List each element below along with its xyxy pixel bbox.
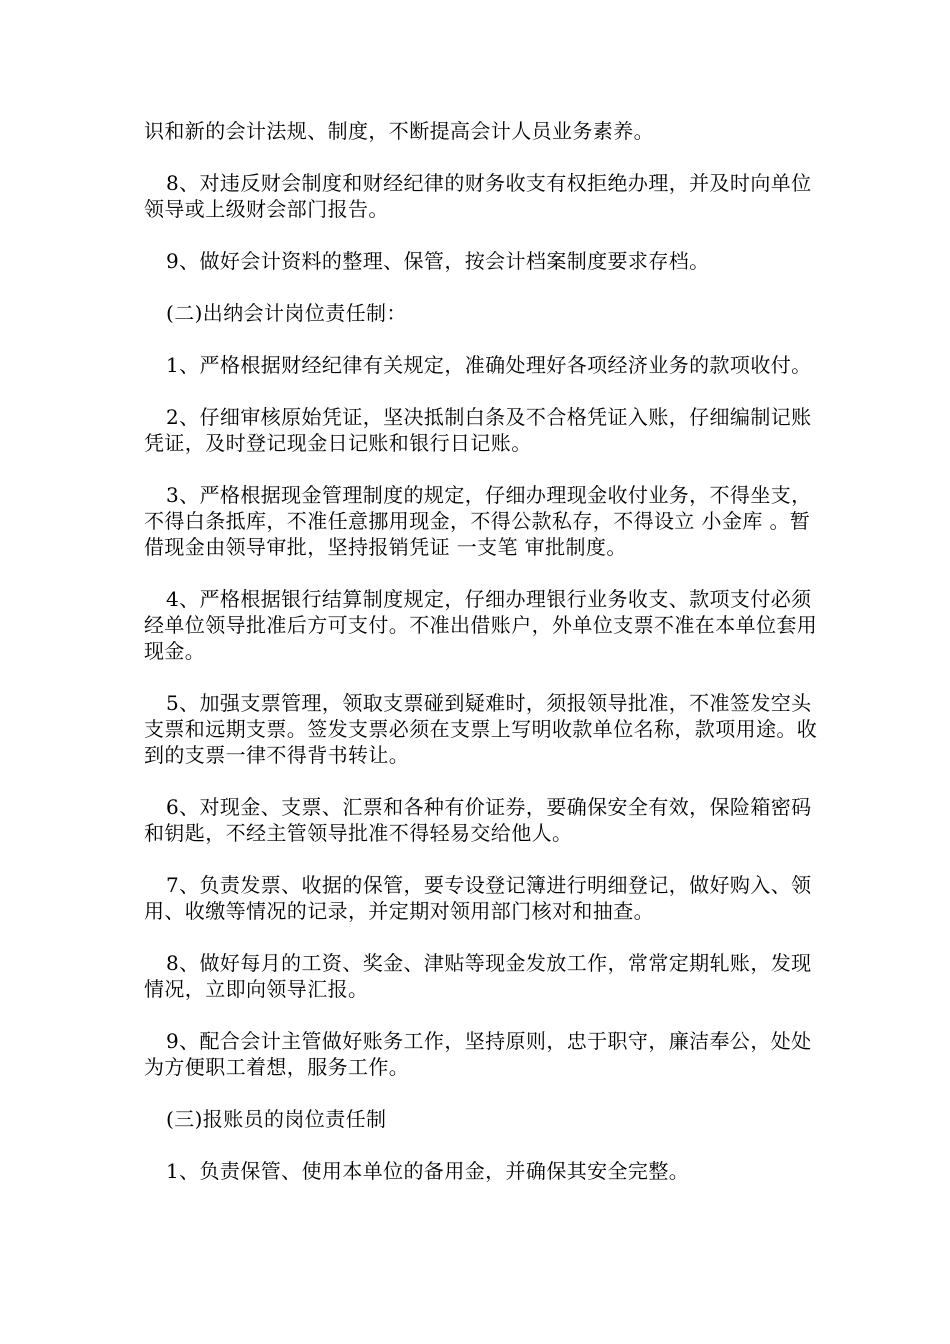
section-heading-reimbursement: (三)报账员的岗位责任制 — [166, 1107, 387, 1131]
section-heading-cashier: (二)出纳会计岗位责任制： — [166, 301, 407, 325]
paragraph-item-1-cashier: 1、严格根据财经纪律有关规定，准确处理好各项经济业务的款项收付。 — [166, 353, 812, 377]
paragraph-item-4-cashier: 4、严格根据银行结算制度规定，仔细办理银行业务收支、款项支付必须经单位领导批准后方可支付。不准出借账户，外单位支票不准在本单位套用现金。 — [144, 587, 818, 663]
paragraph-item-2-cashier: 2、仔细审核原始凭证，坚决抵制白条及不合格凭证入账，仔细编制记账凭证，及时登记现金日记账和银行日记账。 — [144, 405, 812, 455]
paragraph-item-9-cashier: 9、配合会计主管做好账务工作，坚持原则，忠于职守，廉洁奉公，处处为方便职工着想，服务工作。 — [144, 1029, 812, 1079]
paragraph-item-8-accounting: 8、对违反财会制度和财经纪律的财务收支有权拒绝办理，并及时向单位领导或上级财会部门报告。 — [144, 171, 812, 221]
paragraph-continuation: 识和新的会计法规、制度，不断提高会计人员业务素养。 — [144, 119, 654, 143]
paragraph-item-7-cashier: 7、负责发票、收据的保管，要专设登记簿进行明细登记，做好购入、领用、收缴等情况的记录，并定期对领用部门核对和抽查。 — [144, 873, 812, 923]
paragraph-item-1-reimbursement: 1、负责保管、使用本单位的备用金，并确保其安全完整。 — [166, 1159, 690, 1183]
paragraph-item-8-cashier: 8、做好每月的工资、奖金、津贴等现金发放工作，常常定期轧账，发现情况，立即向领导汇报。 — [144, 951, 812, 1001]
document-body — [144, 118, 824, 1210]
paragraph-item-9-accounting: 9、做好会计资料的整理、保管，按会计档案制度要求存档。 — [166, 249, 710, 273]
paragraph-item-6-cashier: 6、对现金、支票、汇票和各种有价证券，要确保安全有效，保险箱密码和钥匙，不经主管领导批准不得轻易交给他人。 — [144, 795, 812, 845]
paragraph-item-5-cashier: 5、加强支票管理，领取支票碰到疑难时，须报领导批准，不准签发空头支票和远期支票。签发支票必须在支票上写明收款单位名称，款项用途。收到的支票一律不得背书转让。 — [144, 691, 818, 767]
paragraph-item-3-cashier: 3、严格根据现金管理制度的规定，仔细办理现金收付业务，不得坐支，不得白条抵库，不准任意挪用现金，不得公款私存，不得设立 小金库 。暂借现金由领导审批，坚持报销凭证 一支笔 审批制度。 — [144, 483, 812, 559]
